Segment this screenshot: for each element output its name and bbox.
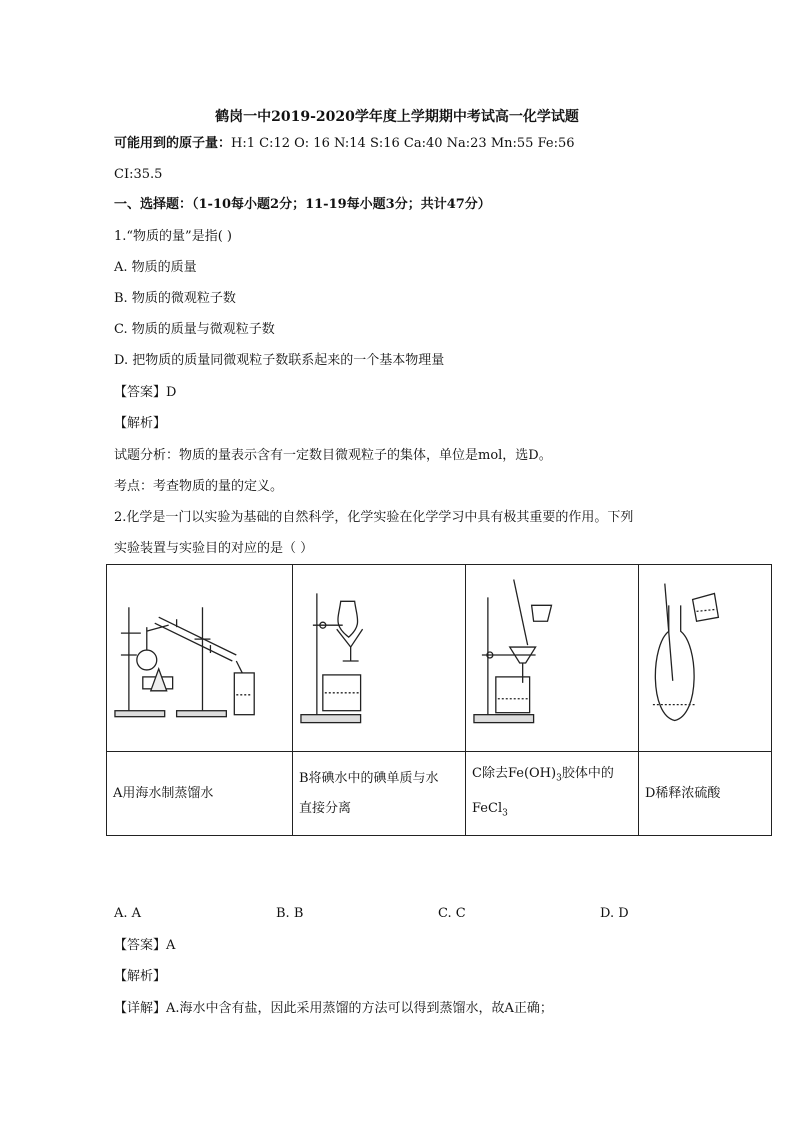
q2-option-a: A. A xyxy=(114,906,142,921)
atomic-mass-values: H:1 C:12 O: 16 N:14 S:16 Ca:40 Na:23 Mn:55 Fe:56 xyxy=(231,136,575,151)
atomic-mass-cont: CI:35.5 xyxy=(114,167,163,182)
distillation-apparatus-image xyxy=(107,565,292,751)
q1-option-b: B. 物质的微观粒子数 xyxy=(114,291,236,306)
separatory-funnel-cell xyxy=(293,565,466,752)
atomic-mass-line xyxy=(114,135,575,153)
filtration-cell xyxy=(466,565,639,752)
q1-option-c: C. 物质的质量与微观粒子数 xyxy=(114,322,275,337)
q1-option-d: D. 把物质的质量同微观粒子数联系起来的一个基本物理量 xyxy=(114,353,445,368)
apparatus-table xyxy=(106,564,772,836)
q2-answer: 【答案】A xyxy=(114,938,176,953)
caption-c-cell xyxy=(466,752,639,836)
q2-option-c: C. C xyxy=(438,906,466,921)
caption-d: D稀释浓硫酸 xyxy=(645,785,721,801)
filtration-apparatus-image xyxy=(466,565,638,751)
caption-b-cell xyxy=(293,752,466,836)
dilution-cell xyxy=(639,565,772,752)
q1-option-a: A. 物质的质量 xyxy=(114,260,197,275)
q2-stem-line2: 实验装置与实验目的对应的是（ ） xyxy=(114,541,314,556)
caption-c-line2: FeCl$_3$ xyxy=(472,800,508,819)
distillation-cell xyxy=(107,565,293,752)
caption-b-line2: 直接分离 xyxy=(299,800,352,816)
section-heading: 一、选择题：（1-10每小题2分；11-19每小题3分；共计47分） xyxy=(114,197,491,212)
page-title: 鹤岗一中2019-2020学年度上学期期中考试高一化学试题 xyxy=(215,109,579,125)
q1-point: 考点：考查物质的量的定义。 xyxy=(114,479,284,494)
caption-d-cell xyxy=(639,752,772,836)
q2-option-b: B. B xyxy=(276,906,304,921)
caption-a-cell xyxy=(107,752,293,836)
volumetric-flask-image xyxy=(639,565,771,751)
caption-c-line1: C除去$Fe(OH)_3$胶体中的 xyxy=(472,765,614,784)
q1-analysis-heading: 【解析】 xyxy=(114,416,167,431)
q2-option-d: D. D xyxy=(600,906,629,921)
q2-analysis-heading: 【解析】 xyxy=(114,969,167,984)
caption-b-line1: B将碘水中的碘单质与水 xyxy=(299,770,439,786)
q1-stem: 1.“物质的量”是指( ) xyxy=(114,229,232,244)
q1-analysis: 试题分析：物质的量表示含有一定数目微观粒子的集体，单位是mol，选D。 xyxy=(114,448,552,463)
q1-answer: 【答案】D xyxy=(114,385,177,400)
separatory-funnel-image xyxy=(293,565,465,751)
q2-stem-line1: 2.化学是一门以实验为基础的自然科学，化学实验在化学学习中具有极其重要的作用。下列 xyxy=(114,510,634,525)
caption-a: A用海水制蒸馏水 xyxy=(113,785,214,801)
atomic-mass-label: 可能用到的原子量： xyxy=(114,136,232,151)
q2-detail: 【详解】A.海水中含有盐，因此采用蒸馏的方法可以得到蒸馏水，故A正确； xyxy=(114,1001,553,1016)
